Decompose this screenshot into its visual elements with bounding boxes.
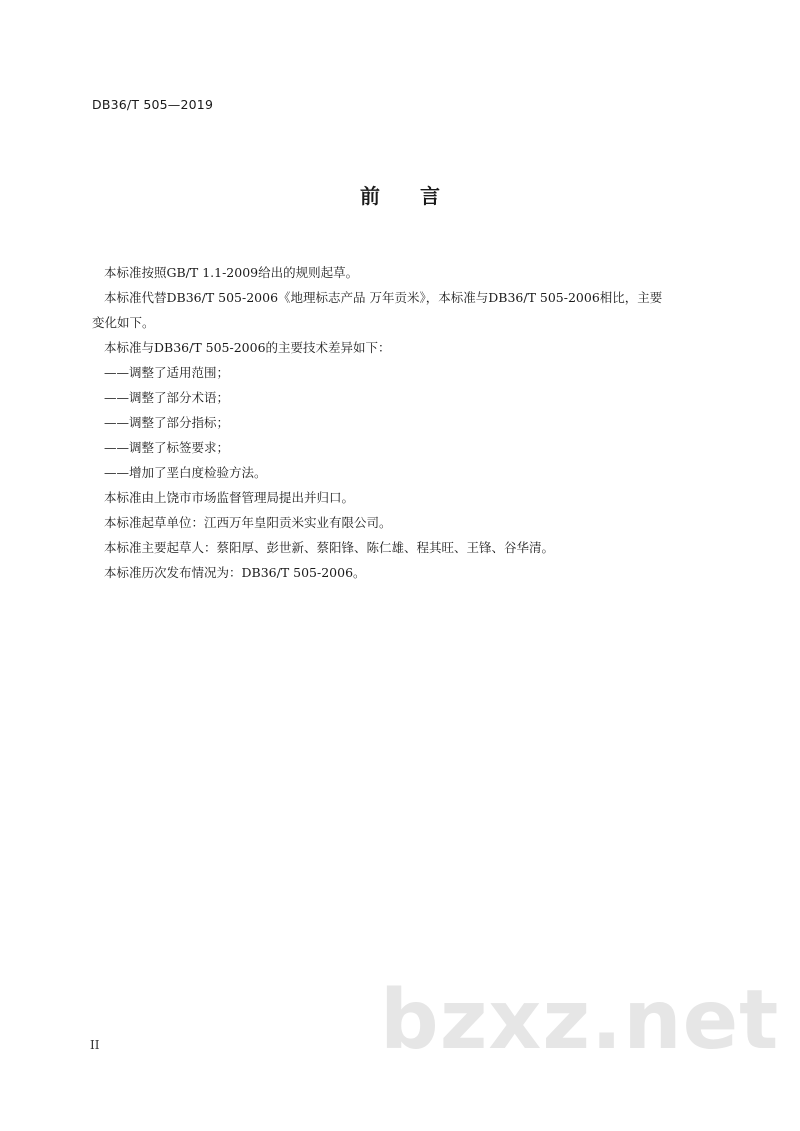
paragraph-replaces: 本标准代替DB36/T 505-2006《地理标志产品 万年贡米》，本标准与DB36/T 505-2006相比，主要 [104, 290, 663, 305]
title-char-2: 言 [420, 184, 440, 208]
paragraph-drafting-unit: 本标准起草单位：江西万年皇阳贡米实业有限公司。 [104, 515, 392, 530]
paragraph-drafters: 本标准主要起草人：蔡阳厚、彭世新、蔡阳锋、陈仁雄、程其旺、王锋、谷华清。 [104, 540, 555, 555]
paragraph-proposer: 本标准由上饶市市场监督管理局提出并归口。 [104, 490, 355, 505]
watermark: bzxz.net [380, 973, 780, 1068]
list-item: ——调整了部分指标； [104, 415, 230, 430]
paragraph-drafting-rules: 本标准按照GB/T 1.1-2009给出的规则起草。 [104, 265, 359, 280]
page-number: II [90, 1038, 100, 1052]
title-char-1: 前 [360, 184, 380, 208]
paragraph-release-history: 本标准历次发布情况为：DB36/T 505-2006。 [104, 565, 366, 580]
paragraph-replaces-continued: 变化如下。 [92, 315, 155, 330]
list-item: ——增加了垩白度检验方法。 [104, 465, 267, 480]
list-item: ——调整了部分术语； [104, 390, 230, 405]
document-code: DB36/T 505—2019 [92, 97, 214, 112]
foreword-body [92, 260, 724, 585]
list-item: ——调整了标签要求； [104, 440, 230, 455]
paragraph-technical-differences: 本标准与DB36/T 505-2006的主要技术差异如下： [104, 340, 391, 355]
page-title [0, 180, 800, 209]
list-item: ——调整了适用范围； [104, 365, 230, 380]
